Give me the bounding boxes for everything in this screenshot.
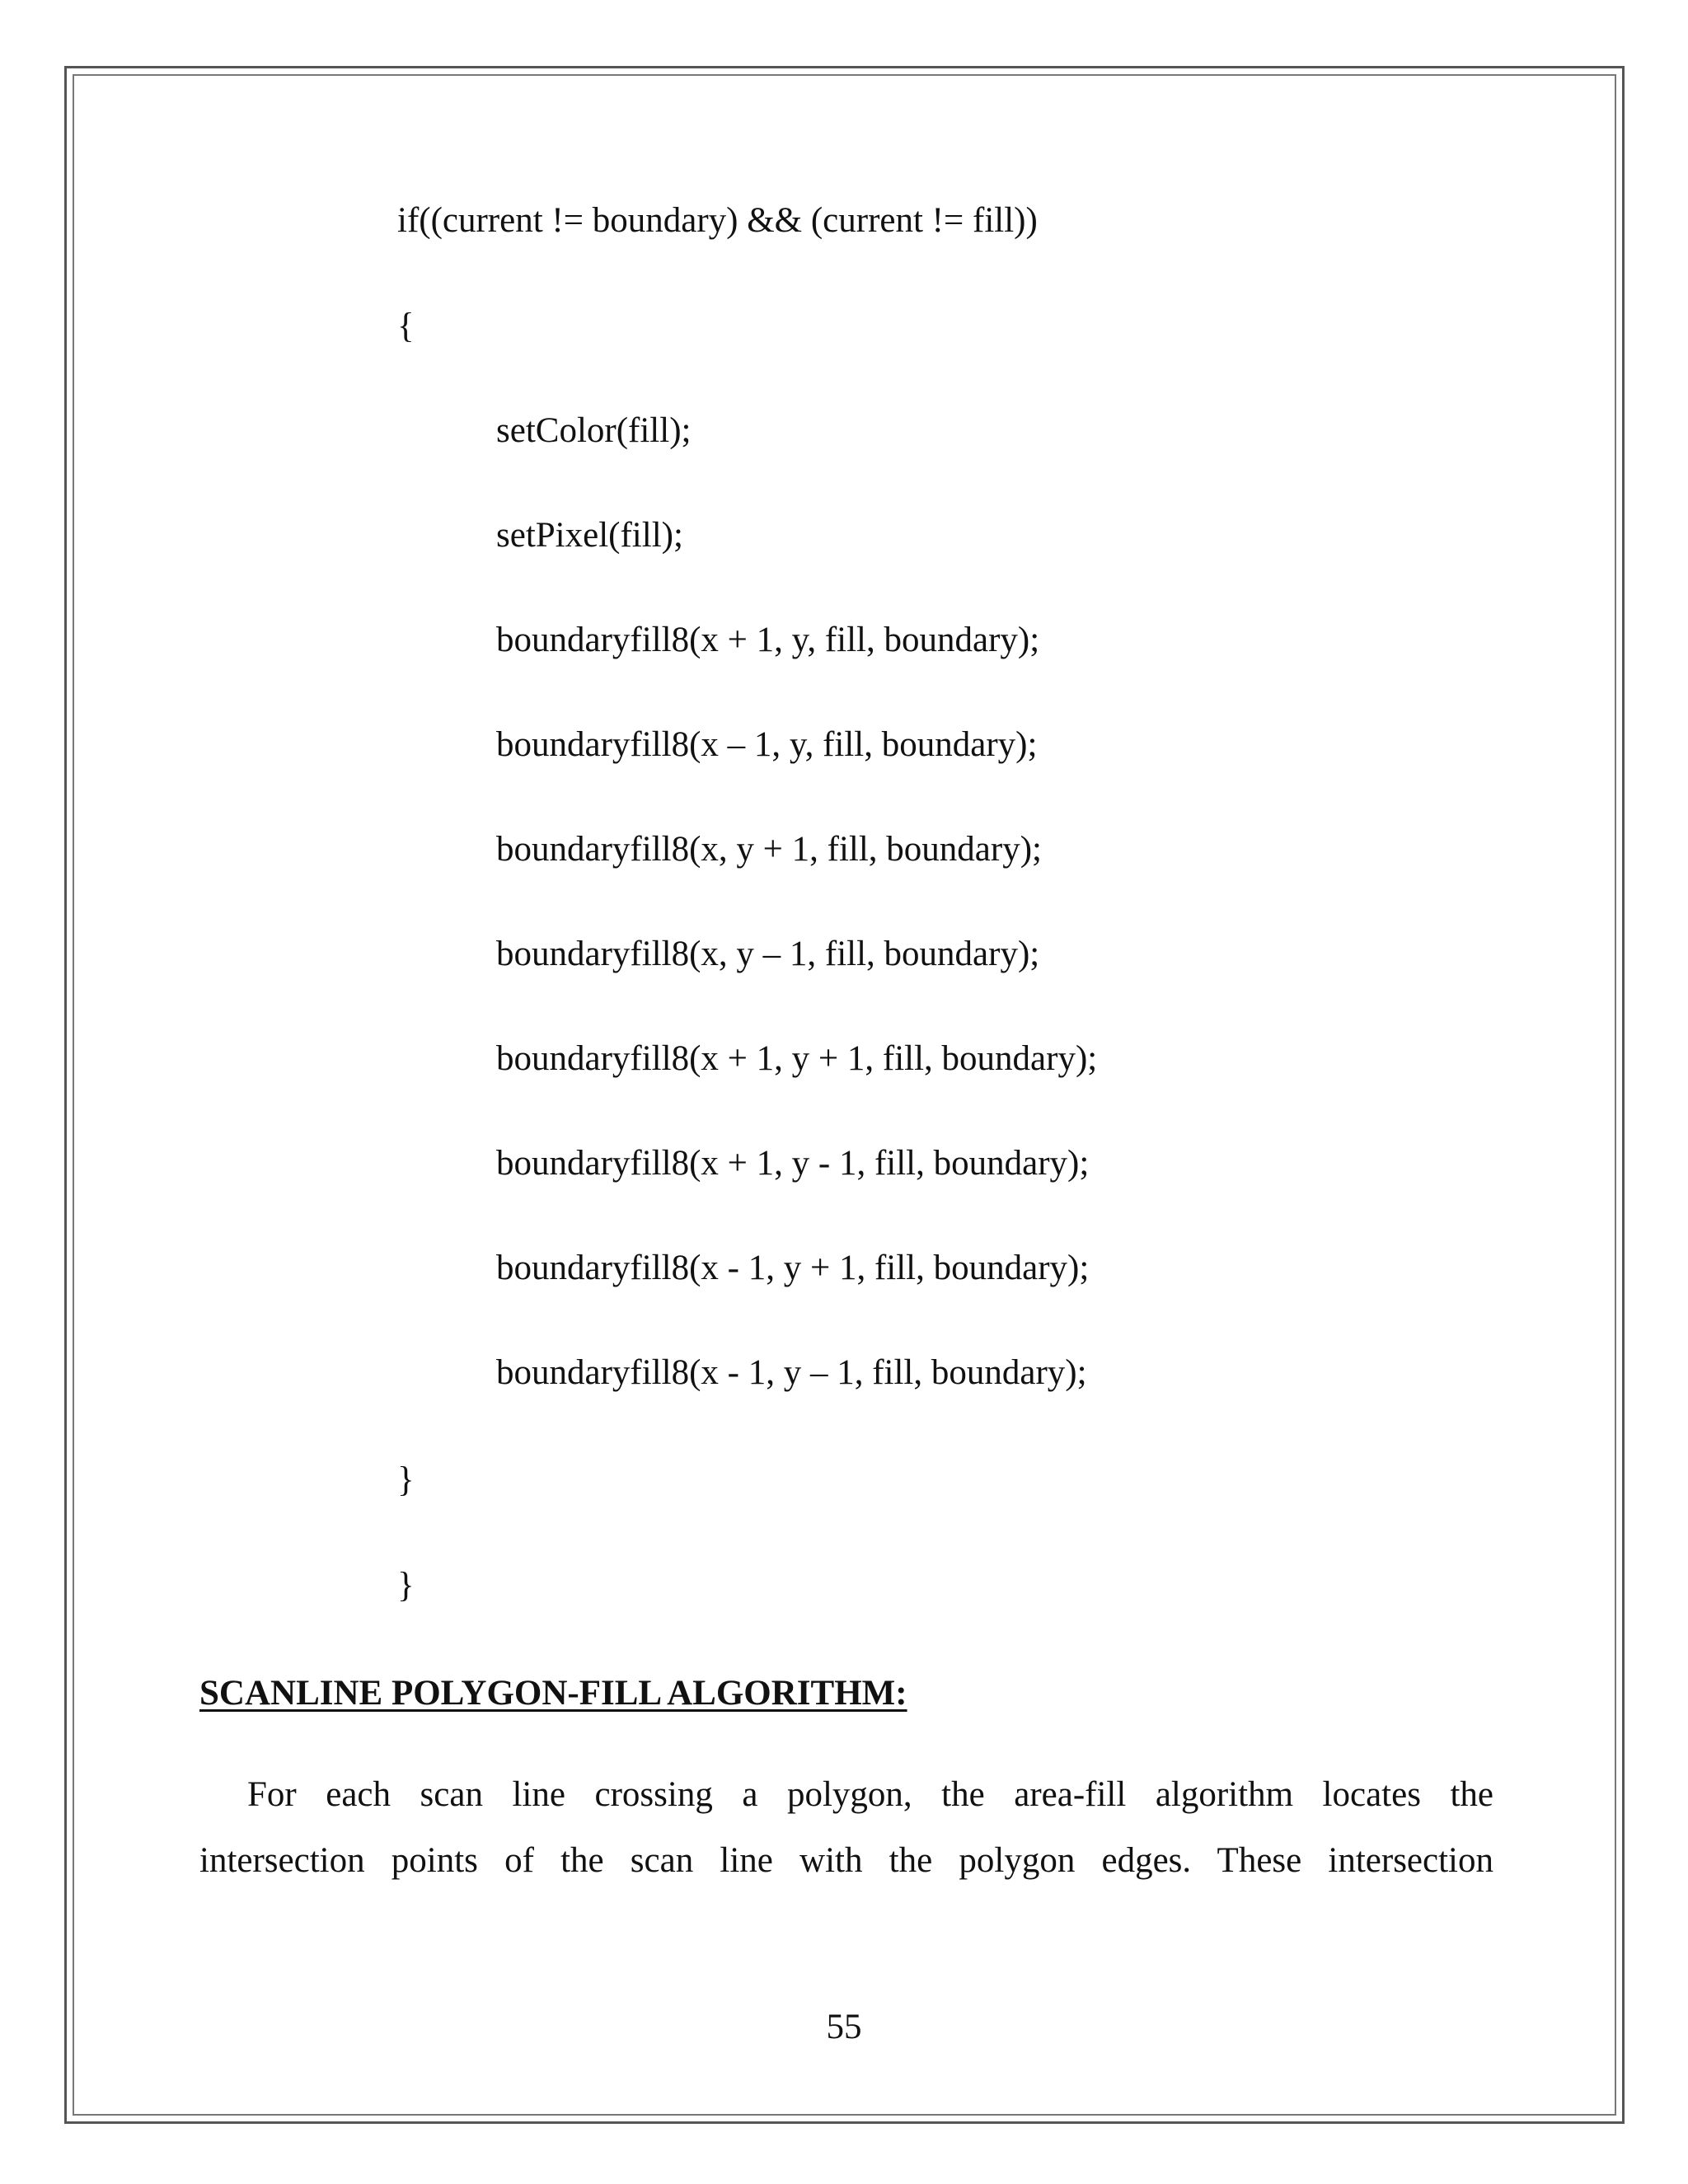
code-call: boundaryfill8(x - 1, y – 1, fill, boundary);: [496, 1353, 1087, 1392]
code-close-brace-outer: }: [397, 1566, 415, 1605]
code-call: boundaryfill8(x – 1, y, fill, boundary);: [496, 725, 1038, 764]
code-set-color: setColor(fill);: [496, 411, 692, 450]
paragraph-line: intersection points of the scan line with the polygon edges. These intersection: [199, 1841, 1493, 1880]
code-if-condition: if((current != boundary) && (current != fill)): [397, 201, 1038, 240]
page-number: 55: [826, 2008, 862, 2046]
code-call: boundaryfill8(x + 1, y + 1, fill, boundary);: [496, 1039, 1098, 1078]
code-call: boundaryfill8(x + 1, y - 1, fill, boundary);: [496, 1144, 1090, 1183]
code-set-pixel: setPixel(fill);: [496, 516, 683, 555]
code-call: boundaryfill8(x - 1, y + 1, fill, boundary);: [496, 1249, 1090, 1287]
code-call: boundaryfill8(x + 1, y, fill, boundary);: [496, 621, 1040, 659]
code-call: boundaryfill8(x, y + 1, fill, boundary);: [496, 830, 1042, 869]
code-close-brace-inner: }: [397, 1460, 415, 1499]
code-open-brace: {: [397, 307, 415, 345]
section-heading: SCANLINE POLYGON-FILL ALGORITHM:: [199, 1674, 907, 1713]
paragraph-line: For each scan line crossing a polygon, the area-fill algorithm locates the: [247, 1775, 1493, 1814]
code-call: boundaryfill8(x, y – 1, fill, boundary);: [496, 935, 1040, 973]
